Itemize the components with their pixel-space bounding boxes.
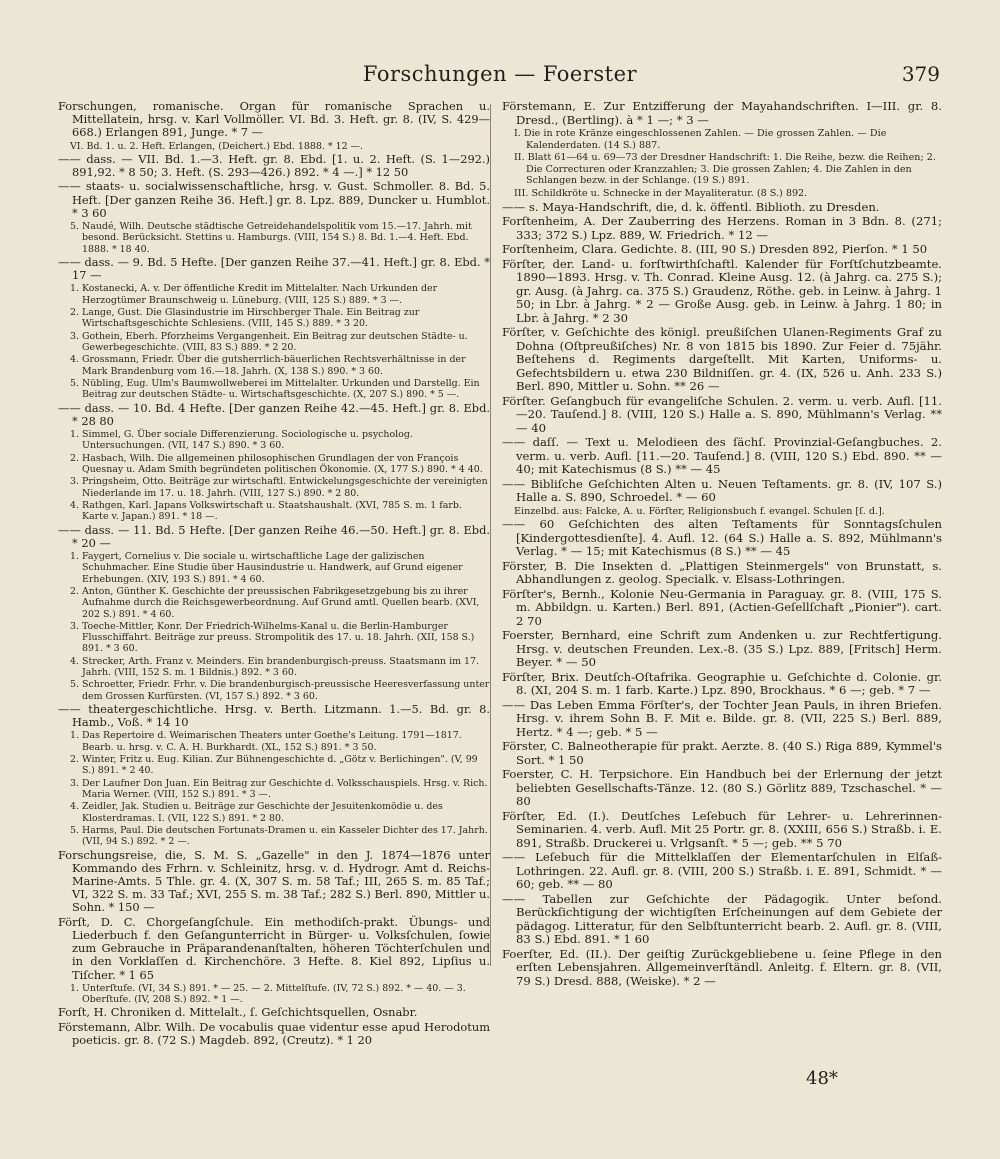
bibliography-entry: Forſtenheim, A. Der Zauberring des Herzens. Roman in 3 Bdn. 8. (271; 333; 372 S.) Lpz. 889, W. Friedrich. * 12 — [502,214,942,242]
bibliography-entry: Förſter's, Bernh., Kolonie Neu-Germania in Paraguay. gr. 8. (VIII, 175 S. m. Abbildgn. u. Karten.) Berl. 891, (Actien-Geſellſchaft „Pionier"). cart. 2 70 [502,586,942,628]
left-column [58,100,490,1048]
right-column [502,100,942,989]
sub-entry: 1. Das Repertoire d. Weimarischen Theaters unter Goethe's Leitung. 1791—1817. Bearb. u. hrsg. v. C. A. H. Burkhardt. (XL, 152 S.) 891. * 3 50. [70,730,462,753]
sub-entry: 1. Simmel, G. Über sociale Differenzierung. Sociologische u. psycholog. Untersuchungen. (VII, 147 S.) 890. * 3 60. [70,429,413,452]
running-title: Forschungen — Foerster [362,62,638,86]
bibliography-entry: Foerſter, Ed. (II.). Der geiſtig Zurückgebliebene u. ſeine Pflege in den erſten Lebensjahren. Allgemeinverſtändl. Anleitg. f. Eltern. gr. 8. (VII, 79 S.) Dresd. 888, (Weiske). * 2 — [502,946,942,988]
sub-entry: 4. Grossmann, Friedr. Über die gutsherrlich-bäuerlichen Rechtsverhältnisse in der Mark Brandenburg vom 16.—18. Jahrh. (X, 138 S.) 890. * 3 60. [70,354,466,377]
bibliography-entry: Förſter. Geſangbuch für evangeliſche Schulen. 2. verm. u. verb. Aufl. [11.—20. Tauſend.] 8. (VIII, 120 S.) Halle a. S. 890, Mühlmann's Verlag. ** — 40 [502,393,942,435]
bibliography-entry: —— Tabellen zur Geſchichte der Pädagogik. Unter beſond. Berückſichtigung der wichtigſten Erſcheinungen auf dem Gebiete der pädagog. Litteratur, für den Selbſtunterricht bearb. 2. Aufl. gr. 8. (VIII, 83 S.) Ebd. 891. * 1 60 [502,891,942,947]
bibliography-entry: —— Das Leben Emma Förſter's, der Tochter Jean Pauls, in ihren Briefen. Hrsg. v. ihrem Sohn B. F. Mit e. Bilde. gr. 8. (VII, 225 S.) Berl. 889, Hertz. * 4 —; geb. * 5 — [502,697,942,739]
sub-entry: 3. Pringsheim, Otto. Beiträge zur wirtschaftl. Entwickelungsgeschichte der vereinigten Niederlande im 17. u. 18. Jahrh. (VIII, 127 S.) 890. * 2 80. [70,476,488,499]
bibliography-entry: Förſter, der. Land- u. forſtwirthſchaftl. Kalender für Forſtſchutzbeamte. 1890—1893. Hrsg. v. Th. Conrad. Kleine Ausg. 12. (à Jahrg. ca. 275 S.); gr. Ausg. (à Jahrg. ca. 375 S.) Graudenz, Röthe. geb. in Leinw. à Jahrg. 1 50; in Lbr. à Jahrg. * 2 — Große Ausg. geb. in Leinw. à Jahrg. 1 80; in Lbr. à Jahrg. * 2 30 [502,256,942,325]
bibliography-entry: Forschungsreise, die, S. M. S. „Gazelle" in den J. 1874—1876 unter Kommando des Frhrn. v. Schleinitz, hrsg. v. d. Hydrogr. Amt d. Reichs-Marine-Amts. 5 Thle. gr. 4. (X, 307 S. m. 58 Taf.; III, 265 S. m. 85 Taf.; VI, 322 S. m. 33 Taf.; XVI, 255 S. m. 38 Taf.; 282 S.) Berl. 890, Mittler u. Sohn. * 150 — [58,847,490,915]
sub-entry: 1. Kostanecki, A. v. Der öffentliche Kredit im Mittelalter. Nach Urkunden der Herzogtümer Braunschweig u. Lüneburg. (VIII, 125 S.) 889. * 3 —. [70,283,438,306]
sub-entry: II. Blatt 61—64 u. 69—73 der Dresdner Handschrift: 1. Die Reihe, bezw. die Reihen; 2. Die Correcturen oder Kranzzahlen; 3. Die grossen Zahlen; 4. Die Zahlen in den Schlangen bezw. in der Schlange. (19 S.) 891. [514,152,936,187]
sub-entry: 5. Naudé, Wilh. Deutsche städtische Getreidehandelspolitik vom 15.—17. Jahrh. mit besond. Berücksicht. Stettins u. Hamburgs. (VIII, 154 S.) 8. Bd. 1.—4. Heft. Ebd. 1888. * 18 40. [70,221,472,255]
bibliography-entry: —— Bibliſche Geſchichten Alten u. Neuen Teſtaments. gr. 8. (IV, 107 S.) Halle a. S. 890, Schroedel. * — 60 [502,476,942,505]
sub-entry: 4. Rathgen, Karl. Japans Volkswirtschaft u. Staatshaushalt. (XVI, 785 S. m. 1 farb. Karte v. Japan.) 891. * 18 —. [70,499,462,523]
sub-entry: 2. Hasbach, Wilh. Die allgemeinen philosophischen Grundlagen der von François Quesnay u. Adam Smith begründeten politischen Ökonomie. (X, 177 S.) 890. * 4 40. [70,452,483,475]
sub-entry: 1. Unterſtufe. (VI, 34 S.) 891. * — 25. — 2. Mittelſtufe. (IV, 72 S.) 892. * — 40. — 3. Oberſtufe. (IV, 208 S.) 892. * 1 —. [70,982,466,1006]
bibliography-entry: Förſter, Brix. Deutſch-Oſtafrika. Geographie u. Geſchichte d. Colonie. gr. 8. (XI, 204 S. m. 1 farb. Karte.) Lpz. 890, Brockhaus. * 6 —; geb. * 7 — [502,669,942,698]
sub-entry: 5. Harms, Paul. Die deutschen Fortunats-Dramen u. ein Kasseler Dichter des 17. Jahrh. (VII, 94 S.) 892. * 2 —. [70,824,488,848]
bibliography-entry: —— Leſebuch für die Mittelklaſſen der Elementarſchulen in Elſaß-Lothringen. 22. Aufl. gr. 8. (VIII, 200 S.) Straßb. i. E. 891, Schmidt. * — 60; geb. ** — 80 [502,850,942,892]
sub-entry: 5. Nübling, Eug. Ulm's Baumwollweberei im Mittelalter. Urkunden und Darstellg. Ein Beitrag zur deutschen Städte- u. Wirtschaftsgeschichte. (X, 207 S.) 890. * 5 —. [70,377,480,401]
bibliography-entry: Förstemann, E. Zur Entzifferung der Mayahandschriften. I—III. gr. 8. Dresd., (Bertling). à * 1 —; * 3 — [502,99,942,127]
bibliography-entry: —— theatergeschichtliche. Hrsg. v. Berth. Litzmann. 1.—5. Bd. gr. 8. Hamb., Voß. * 14 10 [58,702,490,730]
sub-entry: 2. Lange, Gust. Die Glasindustrie im Hirschberger Thale. Ein Beitrag zur Wirtschaftsgeschichte Schlesiens. (VIII, 145 S.) 889. * 3 20. [70,307,420,330]
sub-entry: 3. Gothein, Eberh. Pforzheims Vergangenheit. Ein Beitrag zur deutschen Städte- u. Gewerbegeschichte. (VIII, 83 S.) 889. * 2 20. [70,330,468,353]
bibliography-entry: —— daſſ. — Text u. Melodieen des ſächſ. Provinzial-Geſangbuches. 2. verm. u. verb. Aufl. [11.—20. Tauſend.] 8. (VIII, 120 S.) Ebd. 890. ** — 40; mit Katechismus (8 S.) ** — 45 [502,435,942,477]
sub-entry: 4. Zeidler, Jak. Studien u. Beiträge zur Geschichte der Jesuitenkomödie u. des Klosterdramas. I. (VII, 122 S.) 891. * 2 80. [70,801,443,824]
bibliography-entry: Förſter, Ed. (I.). Deutſches Leſebuch für Lehrer- u. Lehrerinnen-Seminarien. 4. verb. Aufl. Mit 25 Portr. gr. 8. (XXIII, 656 S.) Straßb. i. E. 891, Straßb. Druckerei u. Vrlgsanſt. * 5 —; geb. ** 5 70 [502,808,942,850]
sub-entry: 1. Faygert, Cornelius v. Die sociale u. wirtschaftliche Lage der galizischen Schuhmacher. Eine Studie über Hausindustrie u. Handwerk, auf Grund eigener Erhebungen. (XIV, 193 S.) 891. * 4 60. [70,550,463,585]
bibliography-entry: —— dass. — 10. Bd. 4 Hefte. [Der ganzen Reihe 42.—45. Heft.] gr. 8. Ebd. * 28 80 [58,400,490,428]
bibliography-entry: Foerster, C. H. Terpsichore. Ein Handbuch bei der Erlernung der jetzt beliebten Gesellschafts-Tänze. 12. (80 S.) Görlitz 889, Tzschaschel. * — 80 [502,767,942,809]
page-number: 379 [901,62,940,86]
bibliography-entry: —— dass. — 11. Bd. 5 Hefte. [Der ganzen Reihe 46.—50. Heft.] gr. 8. Ebd. * 20 — [58,522,490,550]
bibliography-entry: —— dass. — 9. Bd. 5 Hefte. [Der ganzen Reihe 37.—41. Heft.] gr. 8. Ebd. * 17 — [58,255,490,283]
sub-entry: 5. Schroetter, Friedr. Frhr. v. Die brandenburgisch-preussische Heeresverfassung unter dem Grossen Kurfürsten. (VI, 157 S.) 892. * 3 60. [70,679,490,702]
bibliography-entry: Forſtenheim, Clara. Gedichte. 8. (III, 90 S.) Dresden 892, Pierſon. * 1 50 [502,242,928,257]
page-header [60,62,940,92]
bibliography-entry: Förster, C. Balneotherapie für prakt. Aerzte. 8. (40 S.) Riga 889, Kymmel's Sort. * 1 50 [502,739,942,767]
sheet-signature: 48* [806,1068,838,1089]
sub-entry: VI. Bd. 1. u. 2. Heft. Erlangen, (Deichert.) Ebd. 1888. * 12 —. [70,140,363,152]
bibliography-entry: —— dass. — VII. Bd. 1.—3. Heft. gr. 8. Ebd. [1. u. 2. Heft. (S. 1—292.) 891,92. * 8 50; 3. Heft. (S. 293—426.) 892. * 4 —.] * 12 50 [58,151,490,180]
bibliography-entry: Förster, B. Die Insekten d. „Plattigen Steinmergels" von Brunstatt, s. Abhandlungen z. geolog. Specialk. v. Elsass-Lothringen. [502,558,942,587]
bibliography-entry: Förſter, v. Geſchichte des königl. preußiſchen Ulanen-Regiments Graf zu Dohna (Oſtpreußiſches) Nr. 8 von 1815 bis 1890. Zur Feier d. 75jähr. Beſtehens d. Regiments dargeſtellt. Mit Karten, Uniforms- u. Gefechtsbildern u. etwa 230 Bildniſſen. gr. 4. (IX, 526 u. Anh. 233 S.) Berl. 890, Mittler u. Sohn. ** 26 — [502,325,942,394]
sub-entry: 3. Toeche-Mittler, Konr. Der Friedrich-Wilhelms-Kanal u. die Berlin-Hamburger Flusschiffahrt. Beiträge zur preuss. Strompolitik des 17. u. 18. Jahrh. (XII, 158 S.) 891. * 3 60. [70,620,475,655]
bibliography-entry: —— staats- u. socialwissenschaftliche, hrsg. v. Gust. Schmoller. 8. Bd. 5. Heft. [Der ganzen Reihe 36. Heft.] gr. 8. Lpz. 889, Duncker u. Humblot. * 3 60 [58,179,490,220]
sub-entry: 2. Anton, Günther K. Geschichte der preussischen Fabrikgesetzgebung bis zu ihrer Aufnahme durch die Reichsgewerbeordnung. Auf Grund amtl. Quellen bearb. (XVI, 202 S.) 891. * 4 60. [70,585,480,620]
bibliography-entry: Forſt, H. Chroniken d. Mittelalt., ſ. Geſchichtsquellen, Osnabr. [58,1005,418,1020]
bibliography-entry: Förſt, D. C. Chorgeſangſchule. Ein methodiſch-prakt. Übungs- und Liederbuch f. den Geſangunterricht in Bürger- u. Volksſchulen, ſowie zum Gebrauche in Präparandenanſtalten, höheren Töchterſchulen und in den Vorklaſſen d. Kirchenchöre. 3 Hefte. 8. Kiel 892, Lipſius u. Tiſcher. * 1 65 [58,914,490,982]
sub-entry: Einzelbd. aus: Falcke, A. u. Förſter, Religionsbuch f. evangel. Schulen [ſ. d.]. [514,505,885,517]
bibliography-entry: —— s. Maya-Handschrift, die, d. k. öffentl. Biblioth. zu Dresden. [502,199,880,214]
bibliography-entry: Foerster, Bernhard, eine Schrift zum Andenken u. zur Rechtfertigung. Hrsg. v. deutschen Freunden. Lex.-8. (35 S.) Lpz. 889, [Fritsch] Herm. Beyer. * — 50 [502,628,942,670]
bibliography-entry: Forschungen, romanische. Organ für romanische Sprachen u. Mittellatein, hrsg. v. Karl Vollmöller. VI. Bd. 3. Heft. gr. 8. (IV, S. 429—668.) Erlangen 891, Junge. * 7 — [58,99,490,140]
sub-entry: 2. Winter, Fritz u. Eug. Kilian. Zur Bühnengeschichte d. „Götz v. Berlichingen". (V, 99 S.) 891. * 2 40. [70,754,478,777]
bibliography-entry: Förstemann, Albr. Wilh. De vocabulis quae videntur esse apud Herodotum poeticis. gr. 8. (72 S.) Magdeb. 892, (Creutz). * 1 20 [58,1019,490,1047]
sub-entry: 4. Strecker, Arth. Franz v. Meinders. Ein brandenburgisch-preuss. Staatsmann im 17. Jahrh. (VIII, 152 S. m. 1 Bildnis.) 892. * 3 60. [70,655,480,679]
sub-entry: 3. Der Laufner Don Juan. Ein Beitrag zur Geschichte d. Volksschauspiels. Hrsg. v. Rich. Maria Werner. (VIII, 152 S.) 891. * 3 —. [70,777,488,800]
bibliography-entry: —— 60 Geſchichten des alten Teſtaments für Sonntagsſchulen [Kindergottesdienſte]. 4. Aufl. 12. (64 S.) Halle a. S. 892, Mühlmann's Verlag. * — 15; mit Katechismus (8 S.) ** — 45 [502,517,942,559]
sub-entry: I. Die in rote Kränze eingeschlossenen Zahlen. — Die grossen Zahlen. — Die Kalenderdaten. (14 S.) 887. [514,128,887,151]
column-divider [490,104,491,966]
sub-entry: III. Schildkröte u. Schnecke in der Mayaliteratur. (8 S.) 892. [514,187,808,199]
